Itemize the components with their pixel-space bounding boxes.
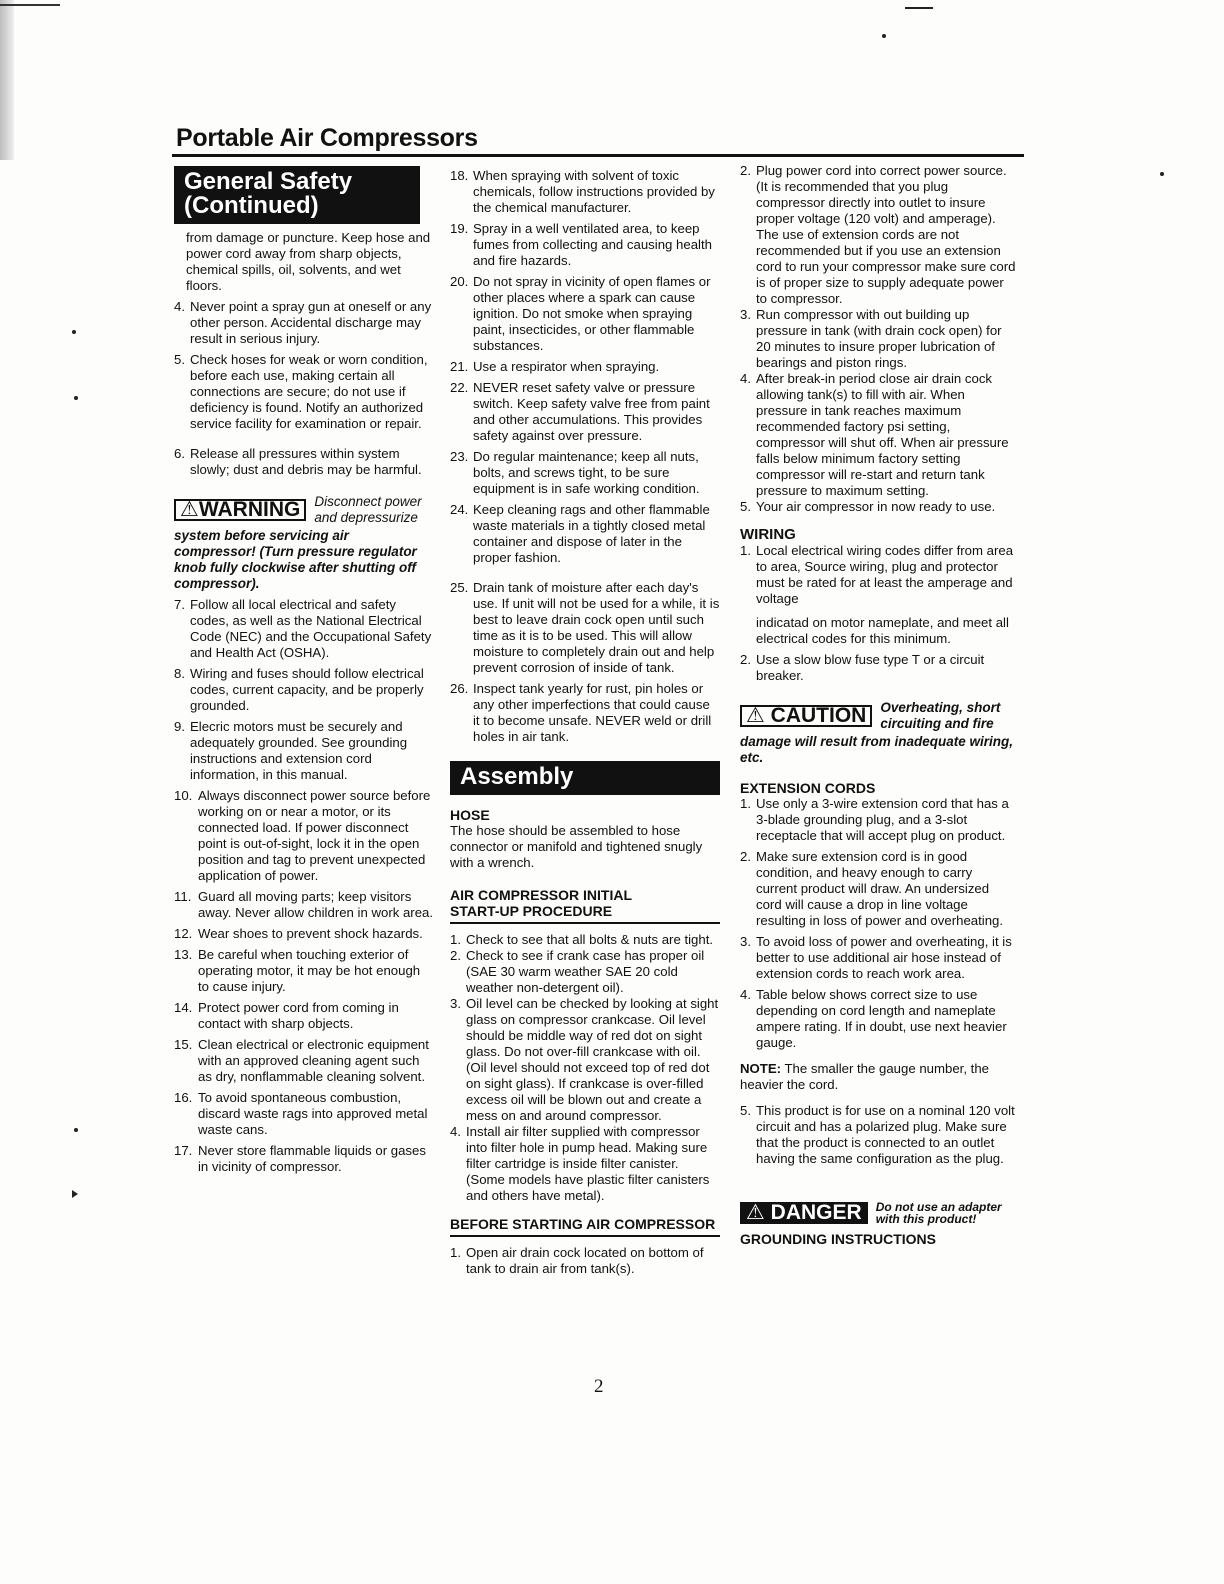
before-starting-heading: BEFORE STARTING AIR COMPRESSOR xyxy=(450,1216,720,1237)
startup-list xyxy=(450,932,720,1204)
danger-badge: ⚠ DANGER xyxy=(740,1202,868,1224)
list-item: 8. Wiring and fuses should follow electrical codes, current capacity, and be properly grounded. xyxy=(174,666,424,713)
margin-bullet-mark xyxy=(74,1128,78,1132)
list-item: 3. Run compressor with out building up pressure in tank (with drain cock open) for 20 minutes to insure proper lubrication of bearings and piston rings. xyxy=(740,307,1002,370)
note xyxy=(740,1061,1016,1093)
warning-badge: ⚠WARNING xyxy=(174,499,306,521)
extension-cords-heading: EXTENSION CORDS xyxy=(740,780,876,796)
startup-heading-line: AIR COMPRESSOR INITIAL xyxy=(450,887,633,903)
list-item: 2. Make sure extension cord is in good condition, and heavy enough to carry current product will draw. An undersized cord will cause a drop in line voltage resulting in loss of power and overheating. xyxy=(740,849,1004,928)
list-item: 25. Drain tank of moisture after each day's use. If unit will not be used for a while, it is best to leave drain cock open until such time as it is to be used. This will allow moisture to completely drain out and help prevent corrosion of inside of tank. xyxy=(450,580,720,675)
warning-text: system before servicing air compressor! (Turn pressure regulator knob fully clockwise after shutting off compressor). xyxy=(174,528,417,591)
safety-list-continued xyxy=(450,168,720,745)
scan-edge-shadow xyxy=(0,0,14,160)
column-left xyxy=(174,166,434,1175)
list-item: 1. Open air drain cock located on bottom of tank to drain air from tank(s). xyxy=(450,1245,704,1276)
list-item: 20. Do not spray in vicinity of open flames or other places where a spark can cause ignition. Do not smoke when spraying paint, insecticides, or other flammable substances. xyxy=(450,274,711,353)
note-label: NOTE: xyxy=(740,1061,782,1076)
hose-text: The hose should be assembled to hose connector or manifold and tightened snugly with a wrench. xyxy=(450,823,703,870)
list-item: 19. Spray in a well ventilated area, to keep fumes from collecting and causing health and fire hazards. xyxy=(450,221,712,268)
list-item: 4. Table below shows correct size to use depending on cord length and nameplate ampere rating. If in doubt, use next heavier gauge. xyxy=(740,987,1007,1050)
section-title-line: General Safety xyxy=(184,168,353,195)
danger-notice xyxy=(740,1201,1016,1225)
note-text: The smaller the gauge number, the heavier the cord. xyxy=(740,1061,989,1092)
list-item: 16. To avoid spontaneous combustion, discard waste rags into approved metal waste cans. xyxy=(174,1090,428,1137)
assembly-header: Assembly xyxy=(450,761,720,795)
list-item: 1. Use only a 3-wire extension cord that has a 3-blade grounding plug, and a 3-slot receptacle that will accept plug on product. xyxy=(740,796,1009,843)
page-title: Portable Air Compressors xyxy=(176,124,478,152)
list-item: 2. Check to see if crank case has proper oil (SAE 30 warm weather SAE 20 cold weather non-detergent oil). xyxy=(450,948,705,995)
page-number: 2 xyxy=(594,1376,604,1397)
warning-side-text: Disconnect power and depressurize xyxy=(314,494,422,525)
wiring-list xyxy=(740,543,1016,684)
extension-cords-list-b xyxy=(740,1103,1016,1167)
list-item: 13. Be careful when touching exterior of operating motor, it may be hot enough to cause injury. xyxy=(174,947,421,994)
list-item: 3. To avoid loss of power and overheating, it is better to use additional air hose instead of extension cords to reach work area. xyxy=(740,934,1012,981)
section-title-line: (Continued) xyxy=(184,192,319,219)
list-item: 14. Protect power cord from coming in contact with sharp objects. xyxy=(174,1000,399,1031)
list-item: 12. Wear shoes to prevent shock hazards. xyxy=(174,926,423,941)
list-item: 4. Never point a spray gun at oneself or any other person. Accidental discharge may result in serious injury. xyxy=(174,299,432,346)
startup-list-continued xyxy=(740,163,1016,515)
title-rule xyxy=(172,154,1024,157)
warning-icon: ⚠ xyxy=(746,704,765,727)
list-item: 1. Local electrical wiring codes differ from area to area, Source wiring, plug and protector must be rated for at least the amperage and voltage indicatad on motor nameplate, and meet all electrical codes for this minimum. xyxy=(740,543,1016,647)
continued-text: from damage or puncture. Keep hose and power cord away from sharp objects, chemical spills, oil, solvents, and wet floors. xyxy=(186,230,431,293)
list-item: 10. Always disconnect power source before working on or near a motor, or its connected load. If power disconnect point is out-of-sight, lock it in the open position and tag to prevent unexpected application of power. xyxy=(174,788,431,883)
caution-side-text: Overheating, short circuiting and fire xyxy=(880,700,1001,731)
caution-text: damage will result from inadequate wiring, etc. xyxy=(740,734,1014,765)
list-item: 6. Release all pressures within system slowly; dust and debris may be harmful. xyxy=(174,446,422,477)
list-item: 11. Guard all moving parts; keep visitors away. Never allow children in work area. xyxy=(174,889,434,920)
list-item: 23. Do regular maintenance; keep all nuts, bolts, and screws tight, to be sure equipment is in safe working condition. xyxy=(450,449,700,496)
grounding-heading: GROUNDING INSTRUCTIONS xyxy=(740,1231,936,1247)
list-item: 2. Plug power cord into correct power source. (It is recommended that you plug compressor directly into outlet to insure proper voltage (120 volt) and amperage). The use of extension cords are not recommended but if you use an extension cord to run your compressor make sure cord is of proper size to supply adequate power to compressor. xyxy=(740,163,1016,306)
before-starting-list xyxy=(450,1245,720,1277)
safety-list-a xyxy=(174,299,434,478)
hose-heading: HOSE xyxy=(450,807,490,823)
margin-bullet-mark xyxy=(72,330,76,334)
safety-list-c xyxy=(174,788,434,1175)
caution-notice xyxy=(740,700,1016,766)
list-item: 7. Follow all local electrical and safety codes, as well as the National Electrical Code (NEC) and the Occupational Safety and Health Act (OSHA). xyxy=(174,597,432,660)
general-safety-header xyxy=(174,166,420,224)
caution-badge: ⚠ CAUTION xyxy=(740,705,872,727)
list-item: 24. Keep cleaning rags and other flammable waste materials in a tightly closed metal container and dispose of later in the proper fashion. xyxy=(450,502,710,565)
list-item: 5. Your air compressor in now ready to use. xyxy=(740,499,996,514)
margin-arrow-mark xyxy=(72,1190,78,1198)
list-item: 9. Elecric motors must be securely and adequately grounded. See grounding instructions and extension cord information, in this manual. xyxy=(174,719,408,782)
list-item: 17. Never store flammable liquids or gases in vicinity of compressor. xyxy=(174,1143,426,1174)
scan-dash-mark xyxy=(905,7,933,9)
scan-dot xyxy=(1160,172,1164,176)
list-item: 4. Install air filter supplied with compressor into filter hole in pump head. Making sure filter cartridge is inside filter canister. (Some models have plastic filter canisters and others have metal). xyxy=(450,1124,710,1203)
wiring-heading: WIRING xyxy=(740,526,796,543)
list-item: 5. Check hoses for weak or worn condition, before each use, making certain all connections are secure; do not use if deficiency is found. Notify an authorized service facility for examination or repair. xyxy=(174,352,428,431)
warning-notice xyxy=(174,494,434,592)
list-item: 26. Inspect tank yearly for rust, pin holes or any other imperfections that could cause it to become unsafe. NEVER weld or drill holes in air tank. xyxy=(450,681,712,744)
list-item: 18. When spraying with solvent of toxic chemicals, follow instructions provided by the chemical manufacturer. xyxy=(450,168,715,215)
list-item: 21. Use a respirator when spraying. xyxy=(450,359,660,374)
list-item: 4. After break-in period close air drain cock allowing tank(s) to fill with air. When pressure in tank reaches maximum recommended factory psi setting, compressor will shut off. When air pressure falls below minimum factory setting compressor will re-start and return tank pressure to maximum setting. xyxy=(740,371,1009,498)
list-item: 2. Use a slow blow fuse type T or a circuit breaker. xyxy=(740,652,985,683)
extension-cords-list xyxy=(740,796,1016,1051)
margin-bullet-mark xyxy=(74,396,78,400)
scan-dot xyxy=(882,34,886,38)
danger-side-text: Do not use an adapter with this product! xyxy=(875,1200,1002,1226)
safety-list-b xyxy=(174,597,434,783)
list-item: 5. This product is for use on a nominal 120 volt circuit and has a polarized plug. Make sure that the product is connected to an outlet having the same configuration as the plug. xyxy=(740,1103,1015,1166)
list-item-continuation: indicatad on motor nameplate, and meet all electrical codes for this minimum. xyxy=(756,615,1009,646)
column-middle xyxy=(450,166,720,1277)
list-item: 3. Oil level can be checked by looking at sight glass on compressor crankcase. Oil level should be middle way of red dot on sight glass. Do not over-fill crankcase with oil. (Oil level should not exceed top of red dot on sight glass). If crankcase is over-filled excess oil will be blown out and create a mess on and around compressor. xyxy=(450,996,719,1123)
list-item: 22. NEVER reset safety valve or pressure switch. Keep safety valve free from paint and other accumulations. This provides safety against over pressure. xyxy=(450,380,710,443)
list-item: 1. Check to see that all bolts & nuts are tight. xyxy=(450,932,714,947)
warning-icon: ⚠ xyxy=(180,498,199,521)
column-right xyxy=(740,163,1016,1247)
scan-top-line xyxy=(0,4,60,6)
list-item: 15. Clean electrical or electronic equipment with an approved cleaning agent such as dry, nonflammable cleaning solvent. xyxy=(174,1037,429,1084)
startup-heading-line: START-UP PROCEDURE xyxy=(450,903,613,919)
warning-icon: ⚠ xyxy=(746,1201,765,1224)
startup-heading xyxy=(450,887,720,924)
